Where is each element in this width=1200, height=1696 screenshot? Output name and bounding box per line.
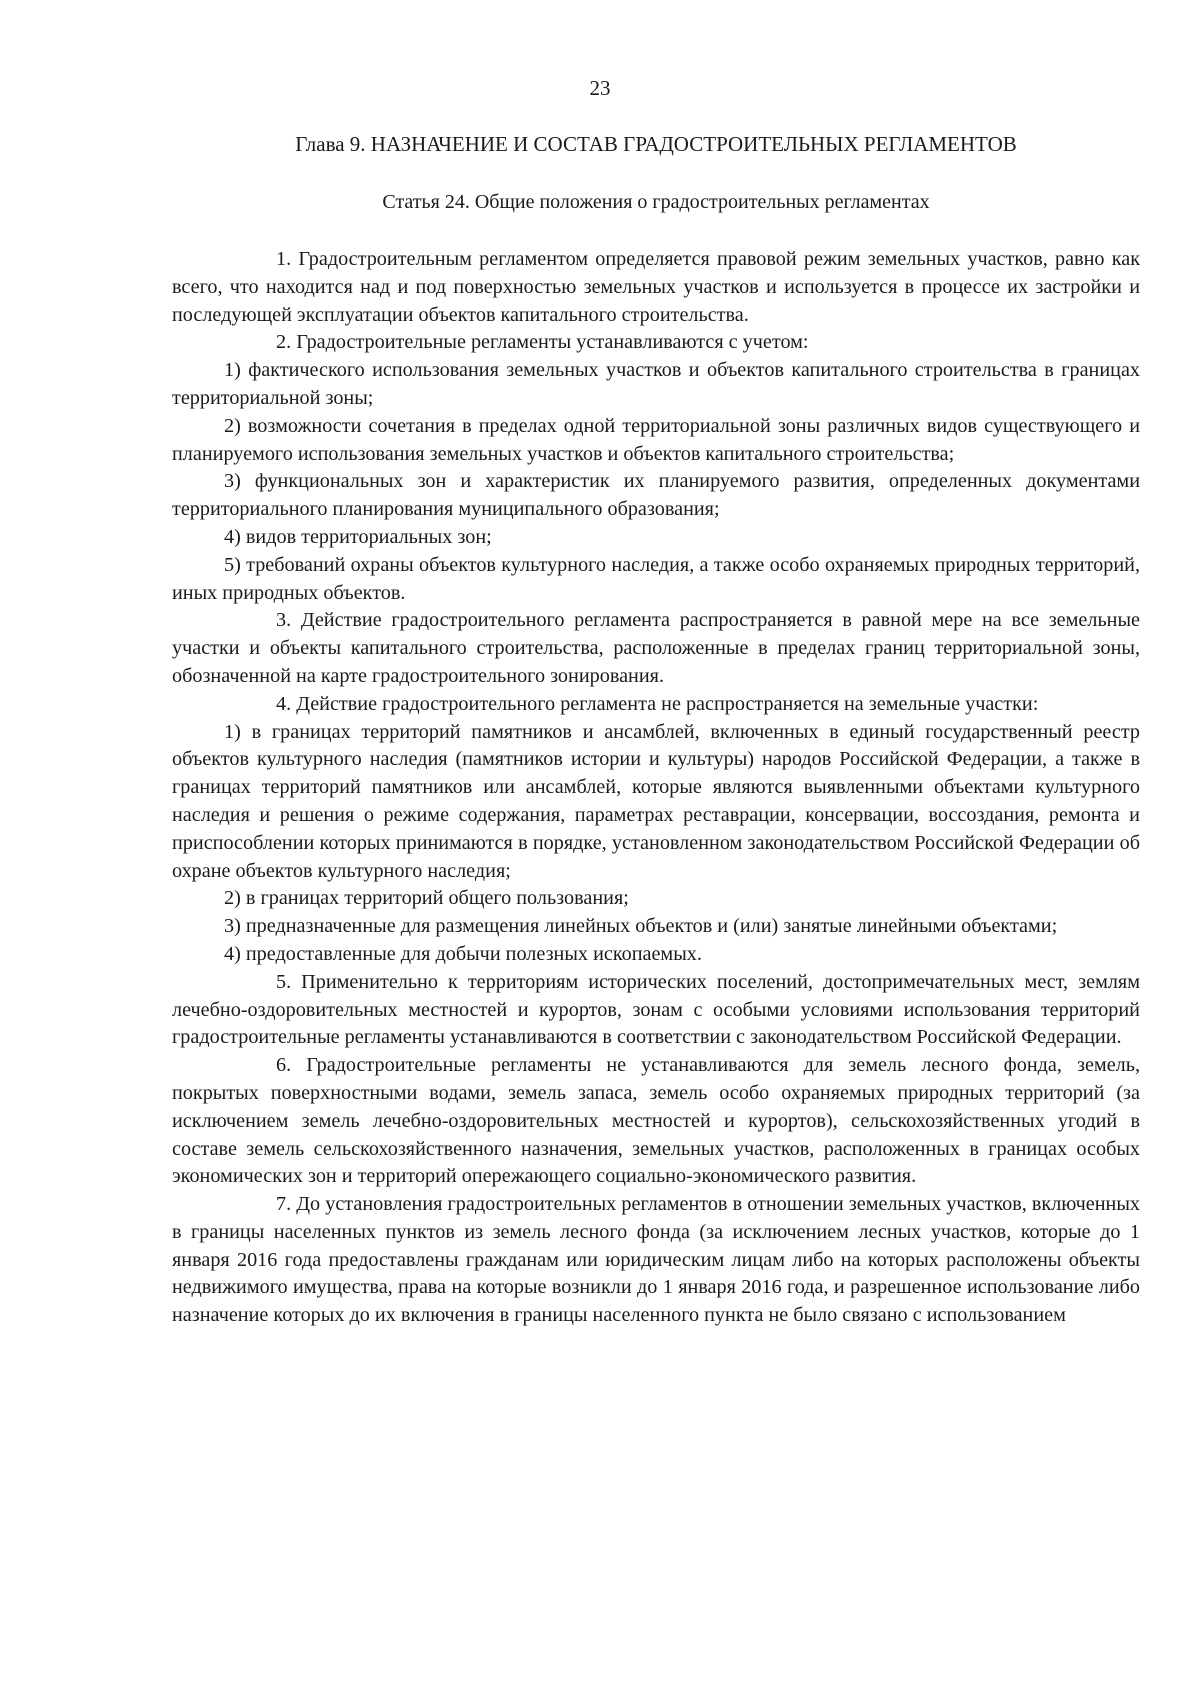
- paragraph-1: 1. Градостроительным регламентом определяется правовой режим земельных участков, равно как всего, что находится над и под поверхностью земельных участков и используется в процессе их застройки и последующей эксплуатации объектов капитального строительства.: [172, 248, 1140, 326]
- paragraph-6: 6. Градостроительные регламенты не устанавливаются для земель лесного фонда, земель, покрытых поверхностными водами, земель запаса, земель особо охраняемых природных территорий (за исключением земель лечебно-оздоровительных местностей и курортов), сельскохозяйственных угодий в составе земель сельскохозяйственного назначения, земельных участков, расположенных в границах особых экономических зон и территорий опережающего социально-экономического развития.: [172, 1054, 1140, 1188]
- paragraph-7: 7. До установления градостроительных регламентов в отношении земельных участков, включенных в границы населенных пунктов из земель лесного фонда (за исключением лесных участков, которые до 1 января 2016 года предоставлены гражданам или юридическим лицам либо на которых расположены объекты недвижимого имущества, права на которые возникли до 1 января 2016 года, и разрешенное использование либо назначение которых до их включения в границы населенного пункта не было связано с использованием: [172, 1193, 1140, 1327]
- paragraph-4-item-1: 1) в границах территорий памятников и ансамблей, включенных в единый государственный реестр объектов культурного наследия (памятников истории и культуры) народов Российской Федерации, а также в границах территорий памятников или ансамблей, которые являются выявленными объектами культурного наследия и решения о режиме содержания, параметрах реставрации, консервации, воссоздания, ремонта и приспособлении которых принимаются в порядке, установленном законодательством Российской Федерации об охране объектов культурного наследия;: [172, 720, 1140, 882]
- paragraph-2-item-4: 4) видов территориальных зон;: [224, 525, 492, 548]
- paragraph-4-item-4: 4) предоставленные для добычи полезных ископаемых.: [224, 942, 702, 965]
- paragraph-4-item-3: 3) предназначенные для размещения линейных объектов и (или) занятые линейными объектами;: [224, 915, 1058, 938]
- paragraph-2-item-2: 2) возможности сочетания в пределах одной территориальной зоны различных видов существующего и планируемого использования земельных участков и объектов капитального строительства;: [172, 414, 1140, 465]
- paragraph-2-item-5: 5) требований охраны объектов культурного наследия, а также особо охраняемых природных территорий, иных природных объектов.: [172, 553, 1140, 604]
- paragraph-2-item-3: 3) функциональных зон и характеристик их планируемого развития, определенных документами территориального планирования муниципального образования;: [172, 470, 1140, 521]
- paragraph-4-item-2: 2) в границах территорий общего пользования;: [224, 887, 629, 910]
- document-body: [172, 246, 1140, 1330]
- paragraph-4: 4. Действие градостроительного регламента не распространяется на земельные участки:: [276, 692, 1039, 715]
- paragraph-2-item-1: 1) фактического использования земельных участков и объектов капитального строительства в границах территориальной зоны;: [172, 359, 1140, 409]
- paragraph-3: 3. Действие градостроительного регламента распространяется в равной мере на все земельные участки и объекты капитального строительства, расположенные в пределах границ территориальной зоны, обозначенной на карте градостроительного зонирования.: [172, 609, 1140, 687]
- chapter-title: Глава 9. НАЗНАЧЕНИЕ И СОСТАВ ГРАДОСТРОИТЕЛЬНЫХ РЕГЛАМЕНТОВ: [295, 132, 1017, 156]
- page-number: 23: [589, 76, 611, 100]
- article-title: Статья 24. Общие положения о градостроительных регламентах: [382, 191, 930, 213]
- paragraph-2: 2. Градостроительные регламенты устанавливаются с учетом:: [276, 331, 809, 354]
- paragraph-5: 5. Применительно к территориям исторических поселений, достопримечательных мест, землям лечебно-оздоровительных местностей и курортов, зонам с особыми условиями использования территорий градостроительные регламенты устанавливаются в соответствии с законодательством Российской Федерации.: [172, 970, 1140, 1049]
